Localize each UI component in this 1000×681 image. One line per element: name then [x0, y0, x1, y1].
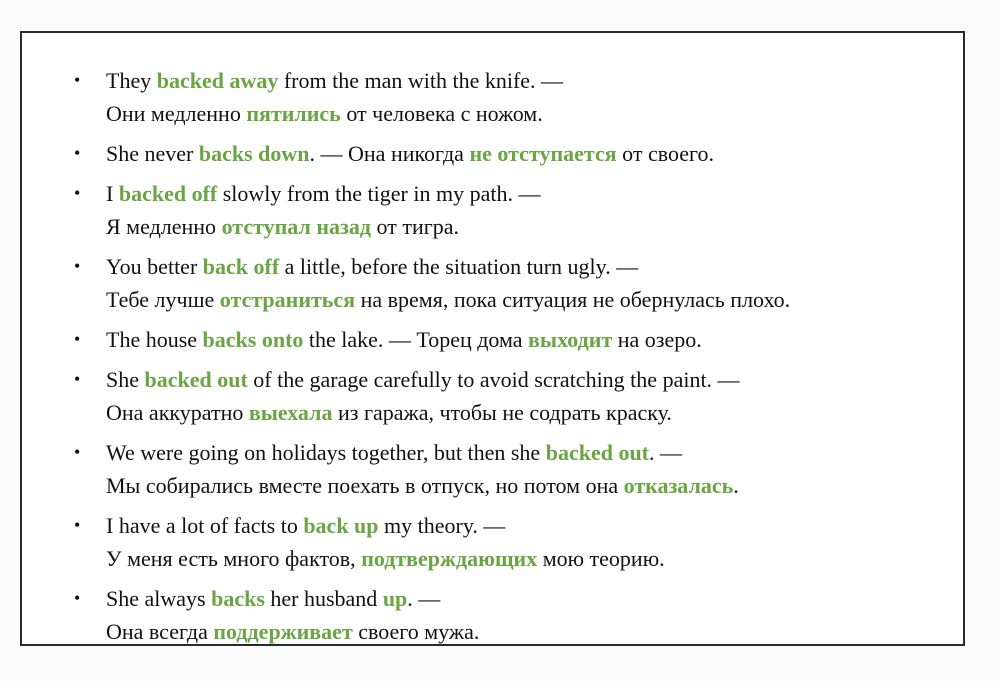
- bullet: •: [74, 329, 81, 349]
- russian-translation: Тебе лучше отстраниться на время, пока ситуация не обернулась плохо.: [106, 287, 791, 312]
- phrasal-verb: backed off: [118, 181, 218, 206]
- bullet: •: [74, 143, 81, 163]
- english-sentence: They backed away from the man with the knife. —: [106, 68, 564, 93]
- russian-translation: Она всегда поддерживает своего мужа.: [106, 619, 480, 644]
- english-sentence: The house backs onto the lake. — Торец дома выходит на озеро.: [106, 327, 702, 352]
- bullet: •: [74, 70, 81, 90]
- list-item: [74, 177, 954, 243]
- phrasal-verb: backs: [211, 586, 265, 611]
- phrasal-verb-particle: up: [382, 586, 408, 611]
- list-item: [74, 509, 954, 575]
- phrasal-verb: backs down: [198, 141, 310, 166]
- phrasal-verb: back off: [202, 254, 280, 279]
- list-item: [74, 137, 954, 170]
- english-sentence: You better back off a little, before the situation turn ugly. —: [106, 254, 639, 279]
- translated-verb: не отступается: [469, 141, 617, 166]
- translated-verb: выходит: [528, 327, 613, 352]
- example-list: [74, 64, 954, 655]
- russian-translation: Она аккуратно выехала из гаража, чтобы не содрать краску.: [106, 400, 672, 425]
- phrasal-verb: backed out: [545, 440, 649, 465]
- english-sentence: She never backs down. — Она никогда не отступается от своего.: [106, 141, 714, 166]
- english-sentence: She backed out of the garage carefully to avoid scratching the paint. —: [106, 367, 740, 392]
- list-item: [74, 582, 954, 648]
- translated-verb: отказалась: [623, 473, 734, 498]
- translated-verb: подтверждающих: [361, 546, 538, 571]
- phrasal-verb: backed out: [144, 367, 248, 392]
- russian-translation: У меня есть много фактов, подтверждающих мою теорию.: [106, 546, 665, 571]
- english-sentence: I have a lot of facts to back up my theory. —: [106, 513, 506, 538]
- bullet: •: [74, 442, 81, 462]
- list-item: [74, 250, 954, 316]
- bullet: •: [74, 515, 81, 535]
- translated-verb: пятились: [246, 101, 341, 126]
- phrasal-verb: back up: [303, 513, 379, 538]
- translated-verb: выехала: [248, 400, 333, 425]
- bullet: •: [74, 369, 81, 389]
- english-sentence: She always backs her husband up. —: [106, 586, 441, 611]
- list-item: [74, 363, 954, 429]
- list-item: [74, 323, 954, 356]
- phrasal-verbs-card: [20, 31, 965, 646]
- translated-verb: отступал назад: [221, 214, 371, 239]
- list-item: [74, 64, 954, 130]
- russian-translation: Я медленно отступал назад от тигра.: [106, 214, 459, 239]
- english-sentence: We were going on holidays together, but then she backed out. —: [106, 440, 682, 465]
- english-sentence: I backed off slowly from the tiger in my path. —: [106, 181, 541, 206]
- phrasal-verb: backed away: [156, 68, 279, 93]
- bullet: •: [74, 588, 81, 608]
- bullet: •: [74, 183, 81, 203]
- list-item: [74, 436, 954, 502]
- russian-translation: Мы собирались вместе поехать в отпуск, но потом она отказалась.: [106, 473, 739, 498]
- translated-verb: поддерживает: [213, 619, 353, 644]
- phrasal-verb: backs onto: [202, 327, 304, 352]
- russian-translation: Они медленно пятились от человека с ножом.: [106, 101, 543, 126]
- bullet: •: [74, 256, 81, 276]
- translated-verb: отстраниться: [219, 287, 356, 312]
